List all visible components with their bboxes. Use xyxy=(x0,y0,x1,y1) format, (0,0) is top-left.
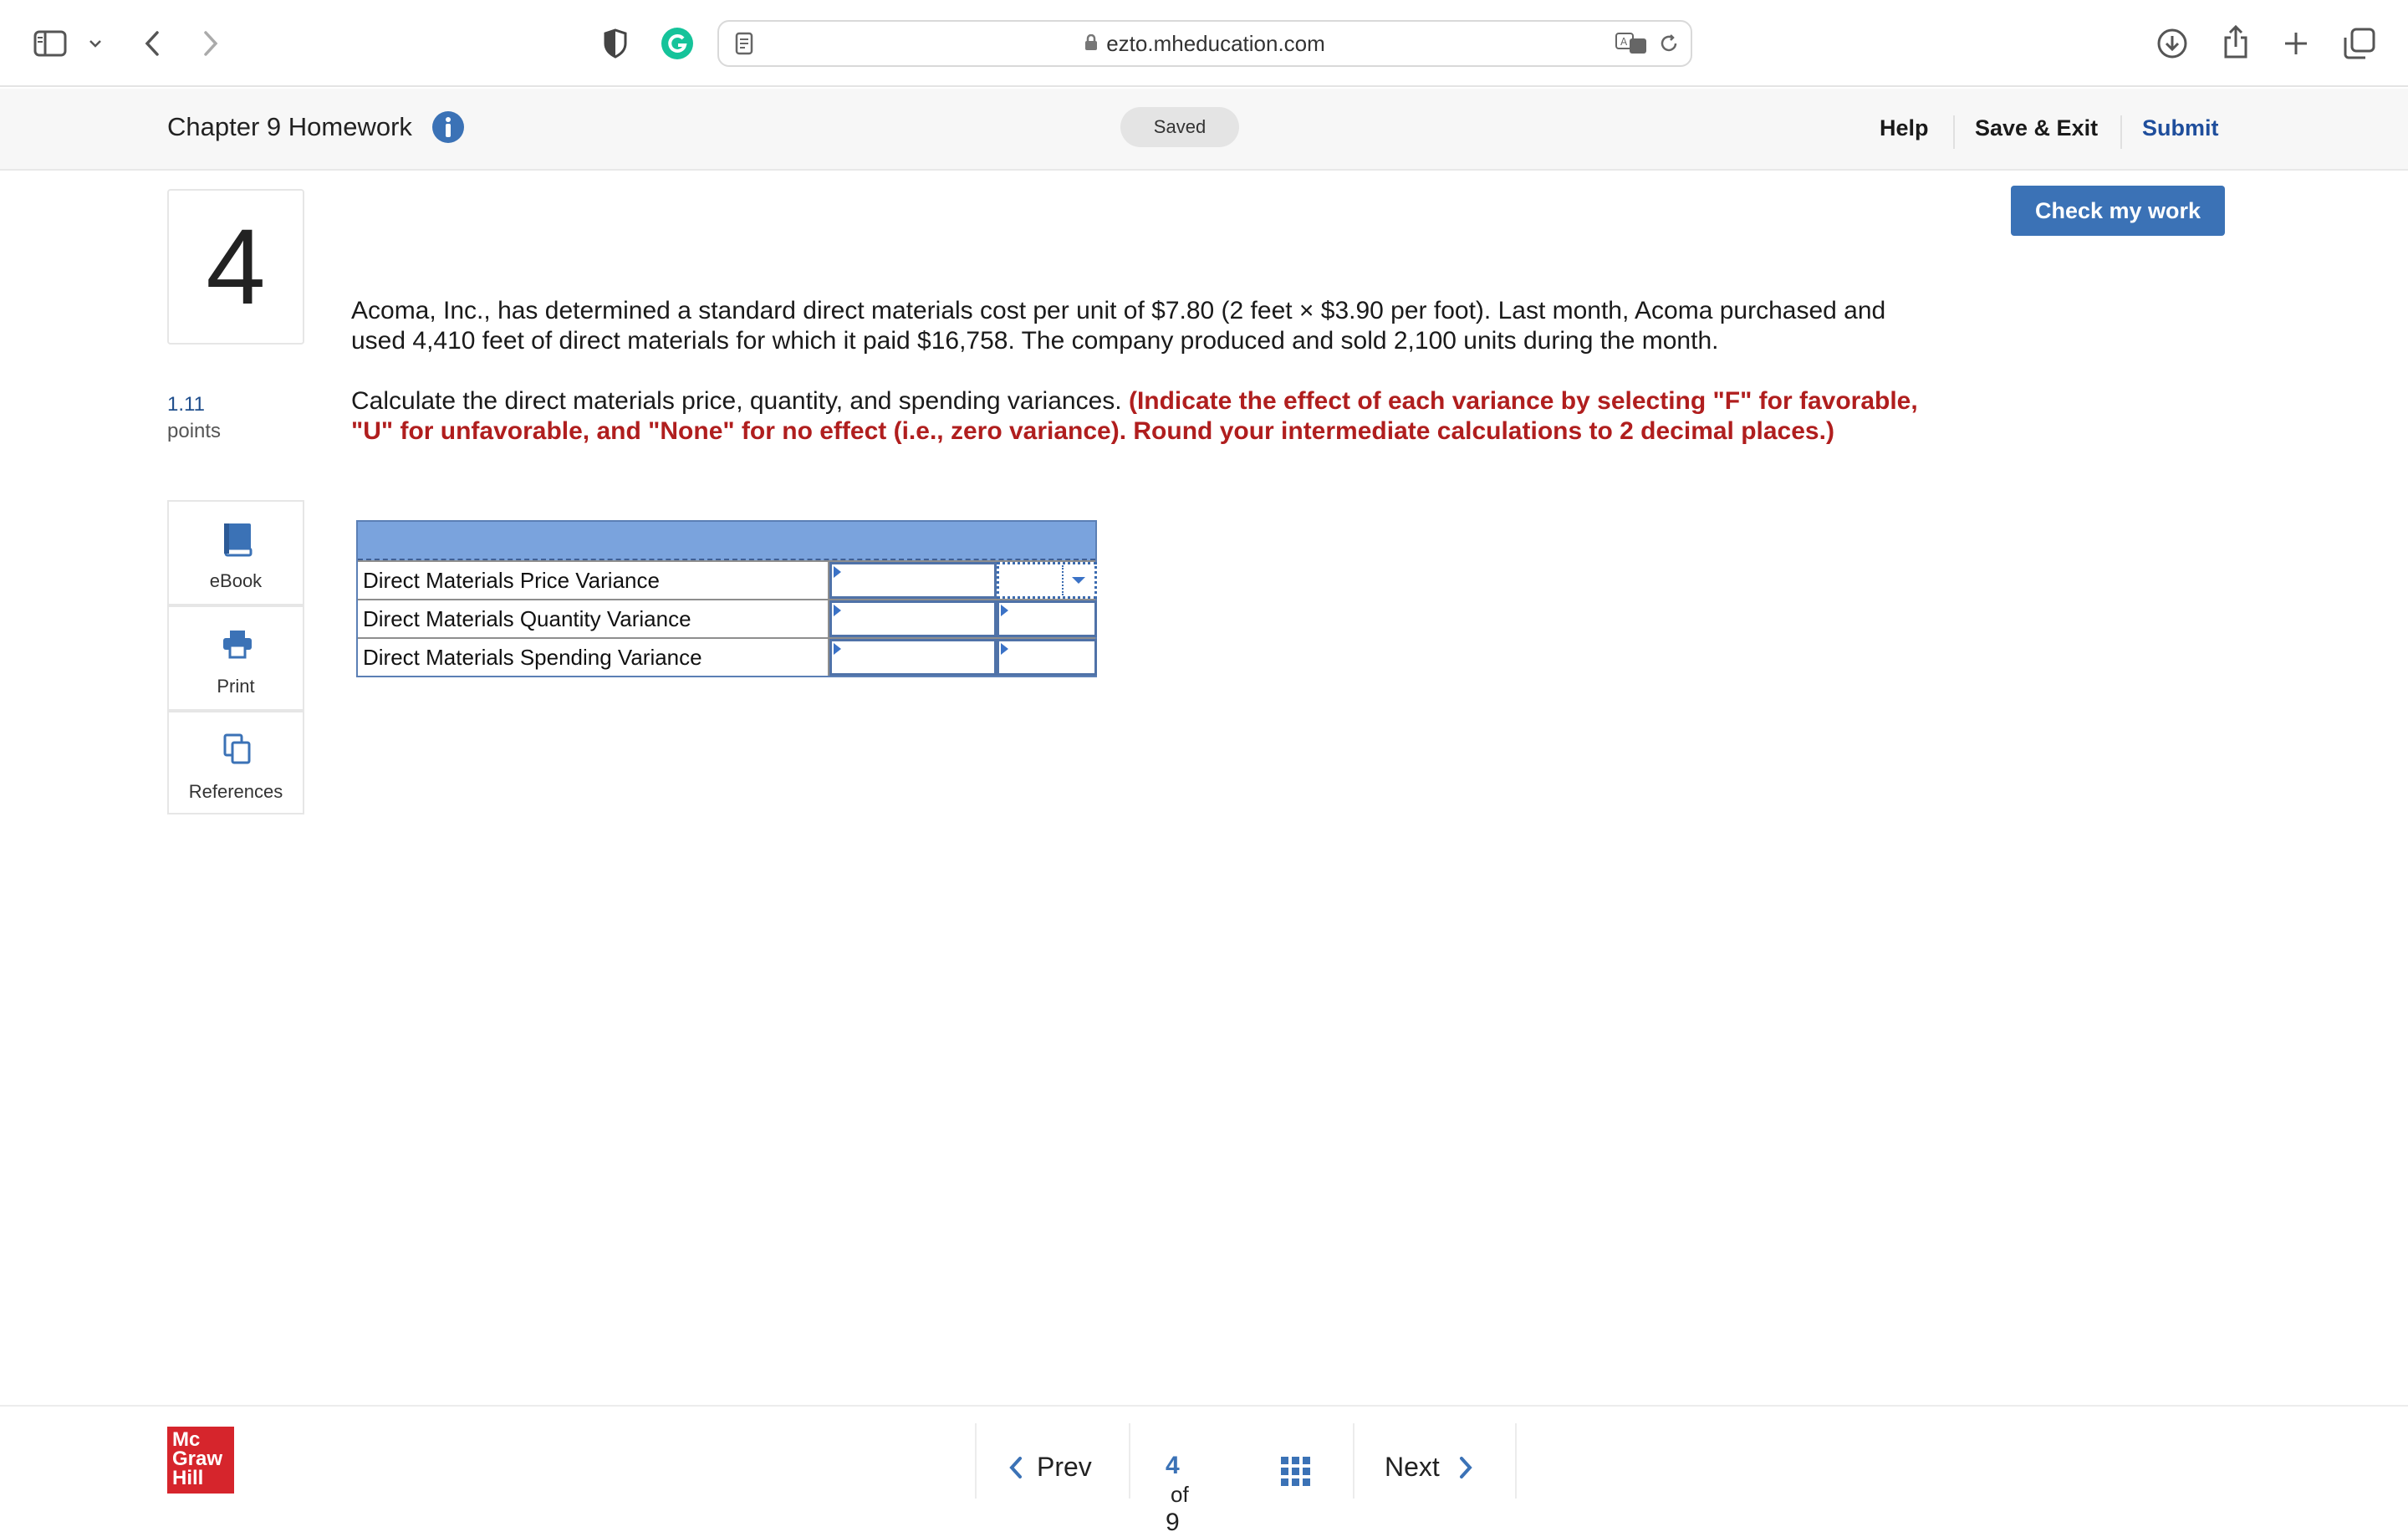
input-marker-icon xyxy=(834,566,841,578)
prev-label: Prev xyxy=(1037,1452,1092,1482)
check-my-work-button[interactable]: Check my work xyxy=(2011,186,2225,236)
input-marker-icon xyxy=(834,605,841,616)
row-label: Direct Materials Spending Variance xyxy=(358,639,829,676)
answer-table xyxy=(356,520,1097,677)
chevron-right-icon xyxy=(1458,1456,1473,1479)
pager-divider xyxy=(1515,1423,1517,1499)
quantity-variance-effect-select[interactable] xyxy=(997,600,1097,637)
saved-status-badge: Saved xyxy=(1120,107,1239,147)
reload-icon[interactable] xyxy=(1656,30,1682,57)
translate-icon[interactable] xyxy=(1615,30,1649,57)
pager-divider xyxy=(1129,1423,1130,1499)
header-divider xyxy=(1953,115,1955,149)
print-button[interactable] xyxy=(167,605,304,711)
of-label: of xyxy=(1171,1482,1189,1507)
table-row xyxy=(358,599,1095,637)
header-divider xyxy=(2120,115,2122,149)
submit-link[interactable]: Submit xyxy=(2142,115,2219,140)
pager-divider xyxy=(1353,1423,1354,1499)
ebook-label: eBook xyxy=(209,570,263,591)
chevron-down-icon[interactable] xyxy=(84,32,107,55)
pager-divider xyxy=(975,1423,977,1499)
logo-line: Hill xyxy=(172,1467,204,1489)
total-pages: 9 xyxy=(1166,1509,1180,1536)
address-bar[interactable] xyxy=(717,20,1692,67)
assignment-header xyxy=(0,89,2408,171)
grid-icon[interactable] xyxy=(1281,1457,1311,1487)
save-exit-link[interactable]: Save & Exit xyxy=(1975,115,2099,140)
printer-icon xyxy=(221,627,254,661)
prev-button[interactable] xyxy=(1008,1452,1092,1483)
references-button[interactable] xyxy=(167,711,304,814)
chevron-down-icon[interactable] xyxy=(1062,565,1094,595)
info-icon[interactable] xyxy=(431,110,465,144)
question-prompt xyxy=(351,386,1923,447)
question-prompt-text: Calculate the direct materials price, quantity, and spending variances. xyxy=(351,387,1122,415)
quantity-variance-amount-input[interactable] xyxy=(829,600,997,637)
plus-icon[interactable] xyxy=(2278,25,2314,62)
grammarly-icon[interactable] xyxy=(659,25,696,62)
row-label: Direct Materials Price Variance xyxy=(358,562,829,599)
assignment-title: Chapter 9 Homework xyxy=(167,112,412,141)
copy-icon xyxy=(221,733,254,766)
logo-line: Graw xyxy=(172,1448,223,1470)
references-label: References xyxy=(188,781,283,802)
book-icon xyxy=(221,522,254,555)
points-label: points xyxy=(167,420,222,442)
share-icon[interactable] xyxy=(2217,22,2254,62)
question-instruction: (Indicate the effect of each variance by selecting "F" for favorable, "U" for unfavorable, and "None" for no effect (i.e., zero variance). Round your intermediate calculations to 2 decimal places.) xyxy=(351,387,1918,445)
chevron-left-icon[interactable] xyxy=(134,25,171,62)
table-row xyxy=(358,637,1095,676)
url-text: ezto.mheducation.com xyxy=(1106,30,1325,56)
input-marker-icon xyxy=(834,643,841,655)
table-row xyxy=(358,560,1095,599)
svg-text:A: A xyxy=(1620,36,1628,48)
chevron-left-icon xyxy=(1008,1456,1023,1479)
price-variance-amount-input[interactable] xyxy=(829,562,997,599)
lock-icon xyxy=(1084,31,1098,57)
question-number: 4 xyxy=(167,189,304,345)
logo-line: Mc xyxy=(172,1428,201,1451)
footer xyxy=(0,1405,2408,1536)
input-marker-icon xyxy=(1001,643,1008,655)
browser-toolbar xyxy=(0,0,2408,87)
next-label: Next xyxy=(1385,1452,1440,1482)
tabs-overview-icon[interactable] xyxy=(2341,25,2378,62)
spending-variance-amount-input[interactable] xyxy=(829,639,997,676)
question-scenario: Acoma, Inc., has determined a standard direct materials cost per unit of $7.80 (2 feet × $3.90 per foot). Last month, Acoma purchased and used 4,410 feet of direct materials for which it paid $16,758. The company produced and sold 2,100 units during the month. xyxy=(351,297,1886,355)
mcgraw-hill-logo xyxy=(167,1427,234,1494)
shield-icon[interactable] xyxy=(597,25,634,62)
help-link[interactable]: Help xyxy=(1880,115,1929,140)
spending-variance-effect-select[interactable] xyxy=(997,639,1097,676)
print-label: Print xyxy=(217,676,255,697)
ebook-button[interactable] xyxy=(167,500,304,605)
row-label: Direct Materials Quantity Variance xyxy=(358,600,829,637)
page-indicator xyxy=(1166,1452,1194,1537)
current-page: 4 xyxy=(1166,1452,1180,1479)
points-value: 1.11 xyxy=(167,393,205,416)
chevron-right-icon[interactable] xyxy=(192,25,229,62)
sidebar-icon[interactable] xyxy=(32,25,69,62)
download-icon[interactable] xyxy=(2154,25,2191,62)
next-button[interactable] xyxy=(1385,1452,1473,1483)
table-header xyxy=(358,522,1095,560)
input-marker-icon xyxy=(1001,605,1008,616)
